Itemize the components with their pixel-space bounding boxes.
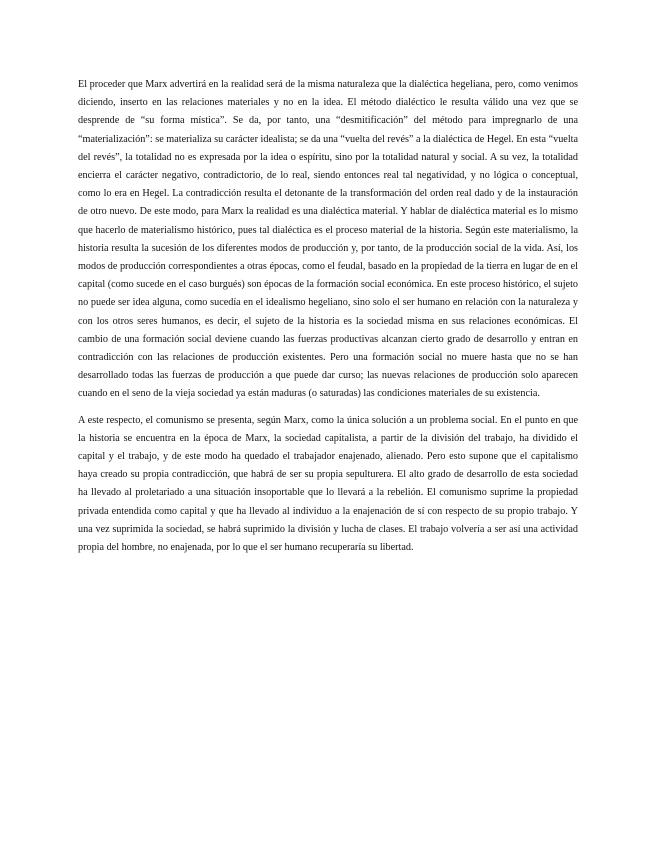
paragraph-comunismo: A este respecto, el comunismo se presenta, según Marx, como la única solución a un problema social. En el punto en que la historia se encuentra en la época de Marx, la sociedad capitalista, a partir de la división del trabajo, ha dividido el capital y el trabajo, y de este modo ha quedado el trabajador enajenado, alienado. Pero esto supone que el capitalismo haya creado su propia contradicción, que habrá de ser su propia sepulturera. El alto grado de desarrollo de esta sociedad ha llevado al proletariado a una situación insoportable que lo llevará a la rebelión. El comunismo suprime la propiedad privada entendida como capital y que ha llevado al individuo a la enajenación de sí con respecto de su propio trabajo. Y una vez suprimida la sociedad, se habrá suprimido la división y lucha de clases. El trabajo volvería a ser así una actividad propia del hombre, no enajenada, por lo que el ser humano recuperaría su libertad. [78,414,578,554]
document-body [78,76,578,557]
paragraph-dialectica-material: El proceder que Marx advertirá en la realidad será de la misma naturaleza que la dialéctica hegeliana, pero, como venimos diciendo, inserto en las relaciones materiales y no en la idea. El método dialéctico le resulta válido una vez que se desprende de “su forma mística”. Se da, por tanto, una “desmitificación” del método para impregnarlo de una “materialización”: se materializa su carácter idealista; se da una “vuelta del revés” a la dialéctica de Hegel. En esta “vuelta del revés”, la totalidad no es expresada por la idea o espíritu, sino por la totalidad natural y social. A su vez, la totalidad encierra el carácter negativo, contradictorio, de lo real, siendo entonces real tal negatividad, y no lógica o conceptual, como lo era en Hegel. La contradicción resulta el detonante de la transformación del orden real dado y de la instauración de otro nuevo. De este modo, para Marx la realidad es una dialéctica material. Y hablar de dialéctica material es lo mismo que hacerlo de materialismo histórico, pues tal dialéctica es el proceso material de la historia. Según este materialismo, la historia resulta la sucesión de los diferentes modos de producción y, por tanto, de la producción social de la vida. Así, los modos de producción correspondientes a otras épocas, como el feudal, basado en la propiedad de la tierra en lugar de en el capital (como sucede en el caso burgués) son épocas de la formación social económica. En este proceso histórico, el sujeto no puede ser idea alguna, como sucedía en el idealismo hegeliano, sino solo el ser humano en relación con la naturaleza y con los otros seres humanos, es decir, el sujeto de la historia es la sociedad misma en sus relaciones económicas. El cambio de una formación social deviene cuando las fuerzas productivas alcanzan cierto grado de desarrollo y entran en contradicción con las relaciones de producción existentes. Pero una formación social no muere hasta que no se han desarrollado todas las fuerzas de producción a que puede dar curso; las nuevas relaciones de producción solo aparecen cuando en el seno de la vieja sociedad ya están maduras (o saturadas) las condiciones materiales de su existencia. [78,79,578,400]
